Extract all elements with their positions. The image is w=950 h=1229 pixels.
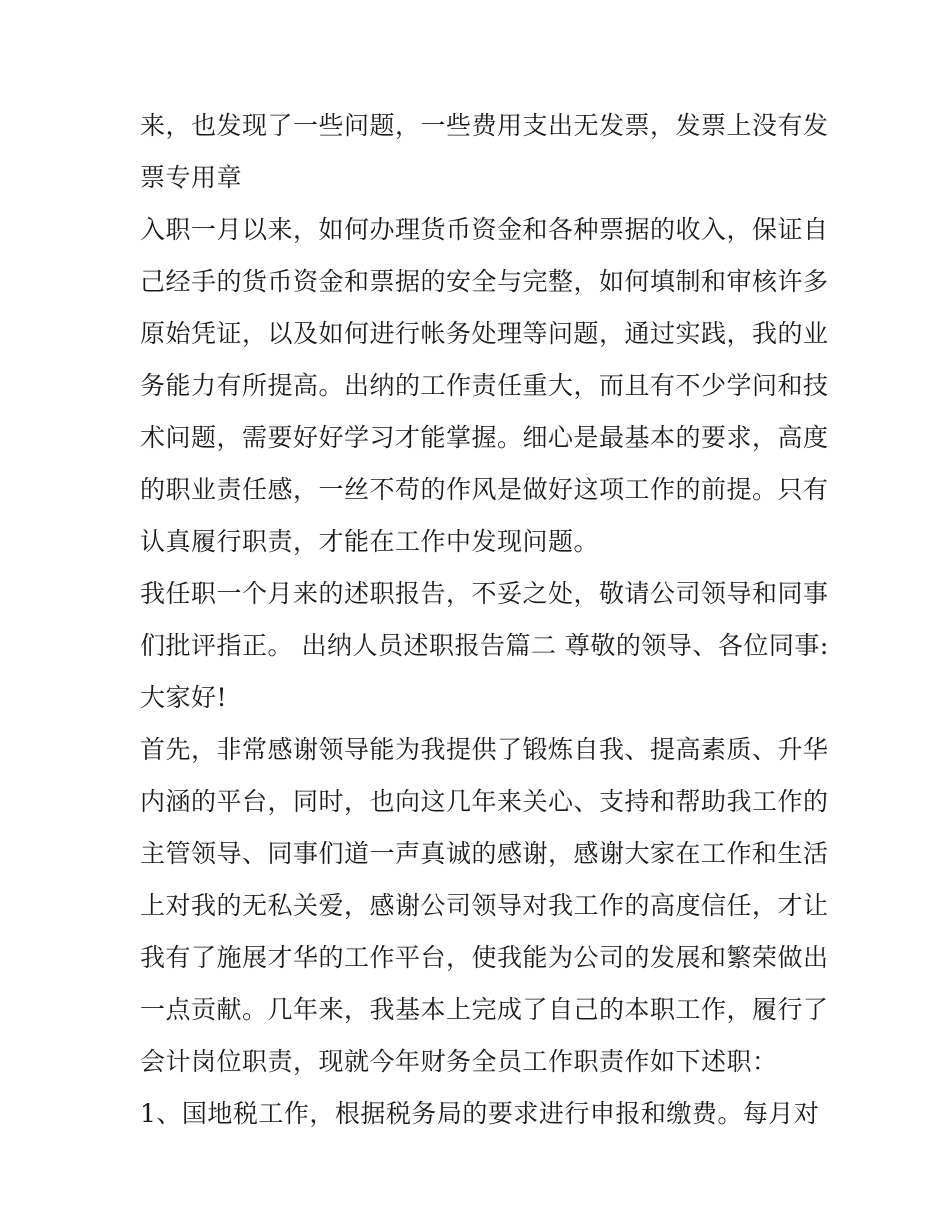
text-line: 入职一月以来，如何办理货币资金和各种票据的收入，保证自 [140,215,829,244]
text-line: 们批评指正。 出纳人员述职报告篇二 尊敬的领导、各位同事: [140,631,829,660]
text-line: 大家好! [140,683,228,712]
text-line: 一点贡献。几年来，我基本上完成了自己的本职工作，履行了 [140,995,829,1024]
text-line: 上对我的无私关爱，感谢公司领导对我工作的高度信任，才让 [140,891,829,920]
text-line: 术问题，需要好好学习才能掌握。细心是最基本的要求，高度 [140,423,829,452]
text-line: 原始凭证，以及如何进行帐务处理等问题，通过实践，我的业 [140,319,829,348]
text-line: 己经手的货币资金和票据的安全与完整，如何填制和审核许多 [140,267,829,296]
text-line: 我有了施展才华的工作平台，使我能为公司的发展和繁荣做出 [140,943,829,972]
text-line: 会计岗位职责，现就今年财务全员工作职责作如下述职： [140,1047,778,1076]
text-line: 票专用章 [140,163,243,192]
text-line: 认真履行职责，才能在工作中发现问题。 [140,527,600,556]
text-line: 首先，非常感谢领导能为我提供了锻炼自我、提高素质、升华 [140,735,829,764]
text-line: 主管领导、同事们道一声真诚的感谢，感谢大家在工作和生活 [140,839,829,868]
document-body [140,100,830,1140]
text-line: 内涵的平台，同时，也向这几年来关心、支持和帮助我工作的 [140,787,829,816]
text-line: 来，也发现了一些问题，一些费用支出无发票，发票上没有发 [140,111,829,140]
text-line: 务能力有所提高。出纳的工作责任重大，而且有不少学问和技 [140,371,829,400]
text-line: 我任职一个月来的述职报告，不妥之处，敬请公司领导和同事 [140,579,829,608]
text-line: 1、国地税工作，根据税务局的要求进行申报和缴费。每月对 [140,1099,820,1128]
text-line: 的职业责任感，一丝不苟的作风是做好这项工作的前提。只有 [140,475,829,504]
